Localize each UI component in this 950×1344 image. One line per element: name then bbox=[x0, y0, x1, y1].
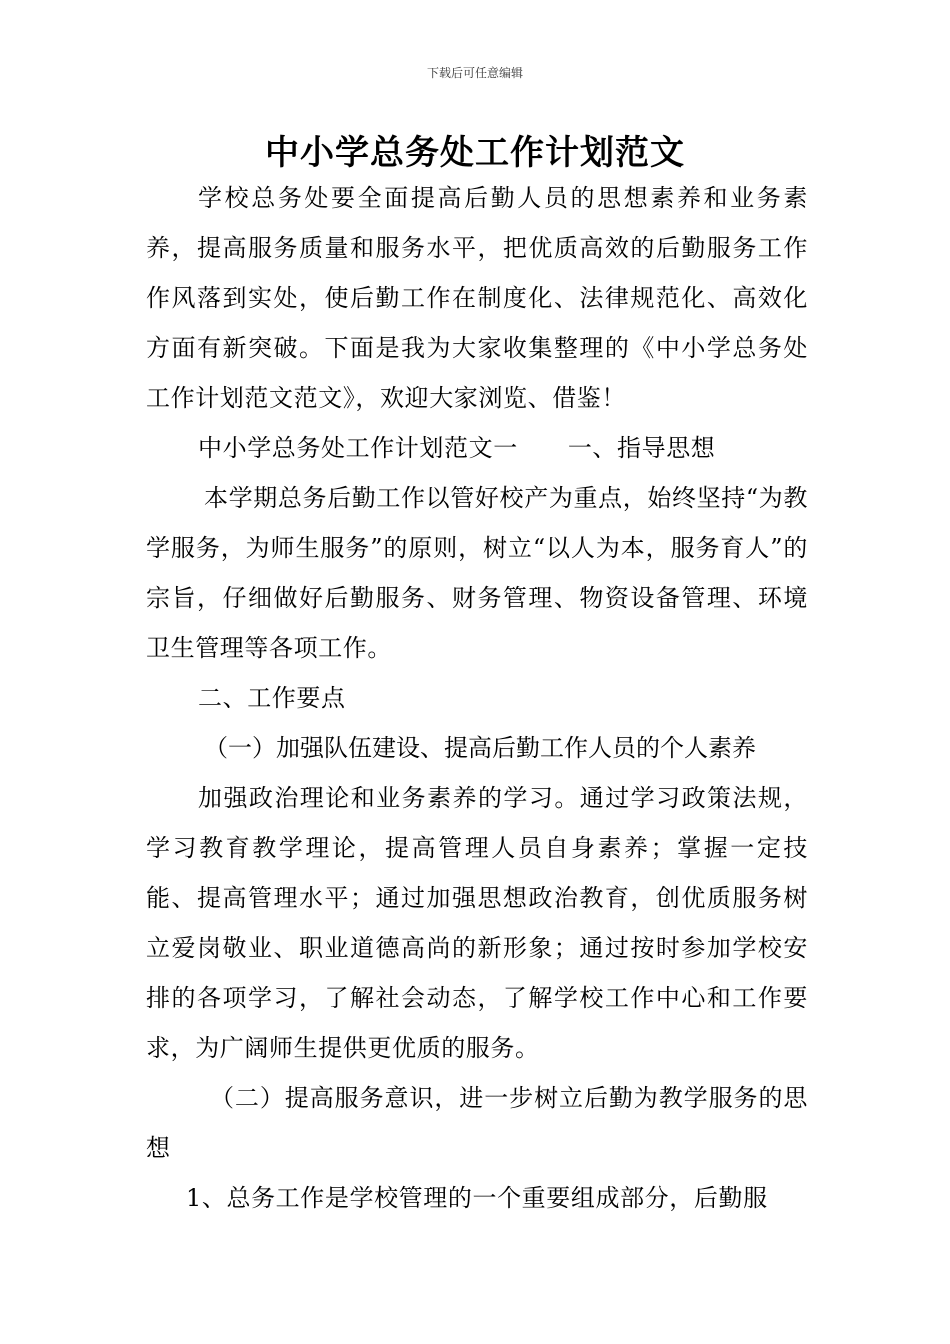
paragraph-sub-1-body: 加强政治理论和业务素养的学习。通过学习政策法规，学习教育教学理论，提高管理人员自身素养；掌握一定技能、提高管理水平；通过加强思想政治教育，创优质服务树立爱岗敬业、职业道德高尚的新形象；通过按时参加学校安排的各项学习，了解社会动态，了解学校工作中心和工作要求，为广阔师生提供更优质的服务。 bbox=[146, 784, 808, 1062]
section-a-title: 中小学总务处工作计划范文一 bbox=[198, 434, 518, 462]
section-a-heading: 一、指导思想 bbox=[567, 434, 716, 462]
document-body bbox=[146, 173, 808, 1223]
paragraph-section-a bbox=[146, 423, 808, 473]
document-title: 中小学总务处工作计划范文 bbox=[265, 133, 685, 173]
heading-work-points: 二、工作要点 bbox=[198, 684, 346, 712]
header-note: 下载后可任意编辑 bbox=[426, 66, 523, 80]
paragraph-item-1: 1、总务工作是学校管理的一个重要组成部分，后勤服 bbox=[186, 1184, 768, 1212]
subheading-2: （二）提高服务意识，进一步树立后勤为教学服务的思想 bbox=[146, 1084, 808, 1162]
paragraph-guiding: 本学期总务后勤工作以管好校产为重点，始终坚持“为教学服务，为师生服务”的原则，树立“以人为本，服务育人”的宗旨，仔细做好后勤服务、财务管理、物资设备管理、环境卫生管理等各项工作。 bbox=[146, 484, 808, 662]
subheading-1: （一）加强队伍建设、提高后勤工作人员的个人素养 bbox=[204, 734, 756, 762]
paragraph-intro: 学校总务处要全面提高后勤人员的思想素养和业务素养，提高服务质量和服务水平，把优质高效的后勤服务工作作风落到实处，使后勤工作在制度化、法律规范化、高效化方面有新突破。下面是我为大家收集整理的《中小学总务处工作计划范文范文》，欢迎大家浏览、借鉴！ bbox=[146, 184, 808, 412]
